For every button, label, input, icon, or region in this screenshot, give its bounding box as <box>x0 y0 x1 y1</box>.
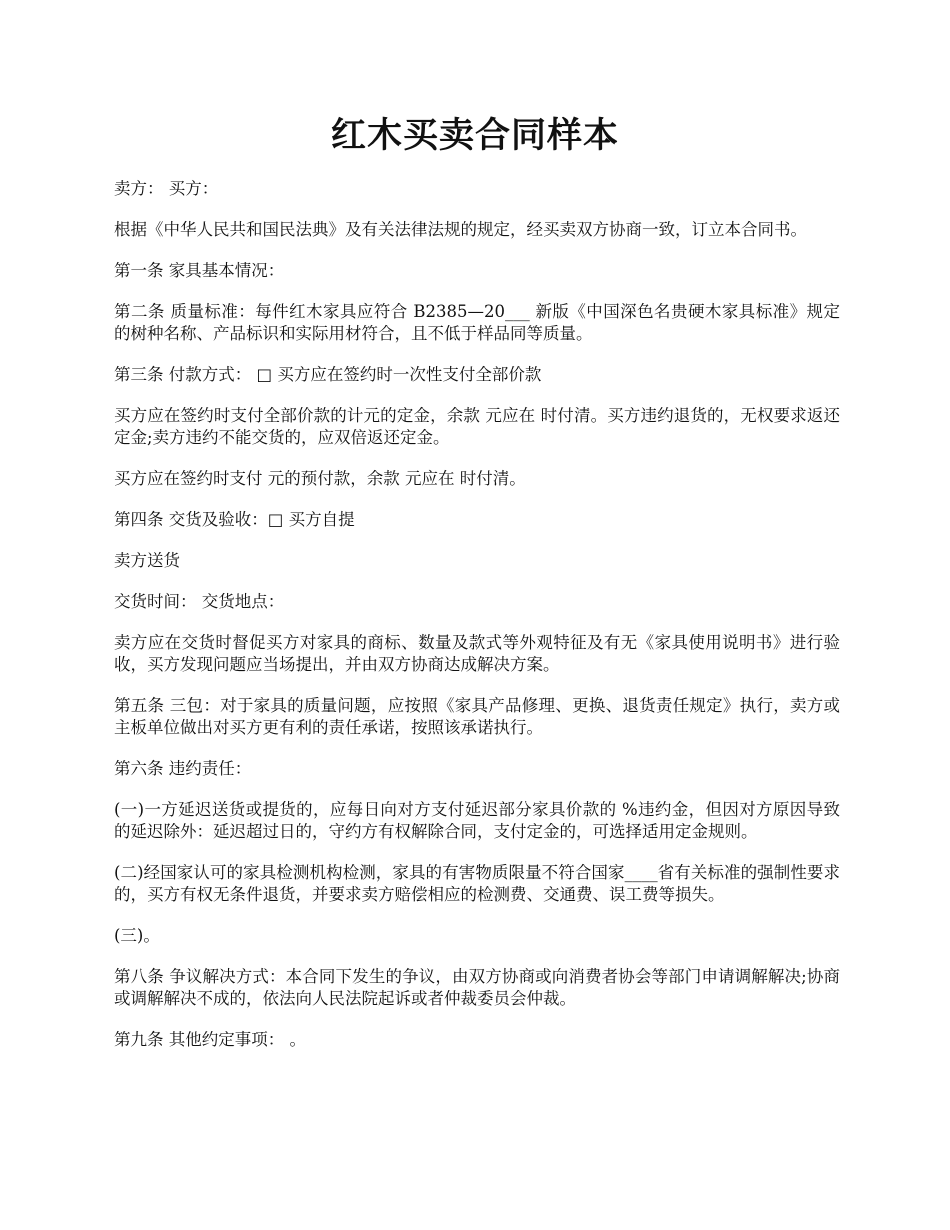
delivery-option-seller: 卖方送货 <box>114 551 180 570</box>
article-1: 第一条 家具基本情况： <box>114 261 285 280</box>
delivery-time-place: 交货时间： 交货地点： <box>114 592 285 611</box>
inspection-clause: 卖方应在交货时督促买方对家具的商标、数量及款式等外观特征及有无《家具使用说明书》进行验收，买方发现问题应当场提出，并由双方协商达成解决方案。 <box>114 633 840 674</box>
article-6: 第六条 违约责任： <box>114 759 252 778</box>
payment-option-prepay: 买方应在签约时支付 元的预付款，余款 元应在 时付清。 <box>114 469 526 488</box>
article-5: 第五条 三包：对于家具的质量问题，应按照《家具产品修理、更换、退货责任规定》执行，卖方或主板单位做出对买方更有利的责任承诺，按照该承诺执行。 <box>114 696 840 737</box>
preamble: 根据《中华人民共和国民法典》及有关法律法规的规定，经买卖双方协商一致，订立本合同书。 <box>114 220 807 239</box>
liability-item-2: (二)经国家认可的家具检测机构检测，家具的有害物质限量不符合国家____省有关标准的强制性要求的，买方有权无条件退货，并要求卖方赔偿相应的检测费、交通费、误工费等损失。 <box>114 863 840 904</box>
document-title: 红木买卖合同样本 <box>330 115 619 156</box>
document-body <box>114 178 840 1070</box>
article-8: 第八条 争议解决方式：本合同下发生的争议，由双方协商或向消费者协会等部门申请调解解决;协商或调解解决不成的，依法向人民法院起诉或者仲裁委员会仲裁。 <box>114 967 840 1008</box>
article-9: 第九条 其他约定事项： 。 <box>114 1030 306 1049</box>
article-4: 第四条 交货及验收：□ 买方自提 <box>114 510 355 529</box>
liability-item-1: (一)一方延迟送货或提货的，应每日向对方支付延迟部分家具价款的 %违约金，但因对方原因导致的延迟除外：延迟超过日的，守约方有权解除合同，支付定金的，可选择适用定金规则。 <box>114 800 840 841</box>
party-line: 卖方： 买方： <box>114 179 219 198</box>
liability-item-3: (三)。 <box>114 926 160 945</box>
article-2: 第二条 质量标准：每件红木家具应符合 B2385—20___ 新版《中国深色名贵硬木家具标准》规定的树种名称、产品标识和实际用材符合，且不低于样品同等质量。 <box>114 302 840 343</box>
article-3: 第三条 付款方式： □ 买方应在签约时一次性支付全部价款 <box>114 365 542 384</box>
payment-option-deposit: 买方应在签约时支付全部价款的计元的定金，余款 元应在 时付清。买方违约退货的，无权要求返还定金;卖方违约不能交货的，应双倍返还定金。 <box>114 406 840 447</box>
